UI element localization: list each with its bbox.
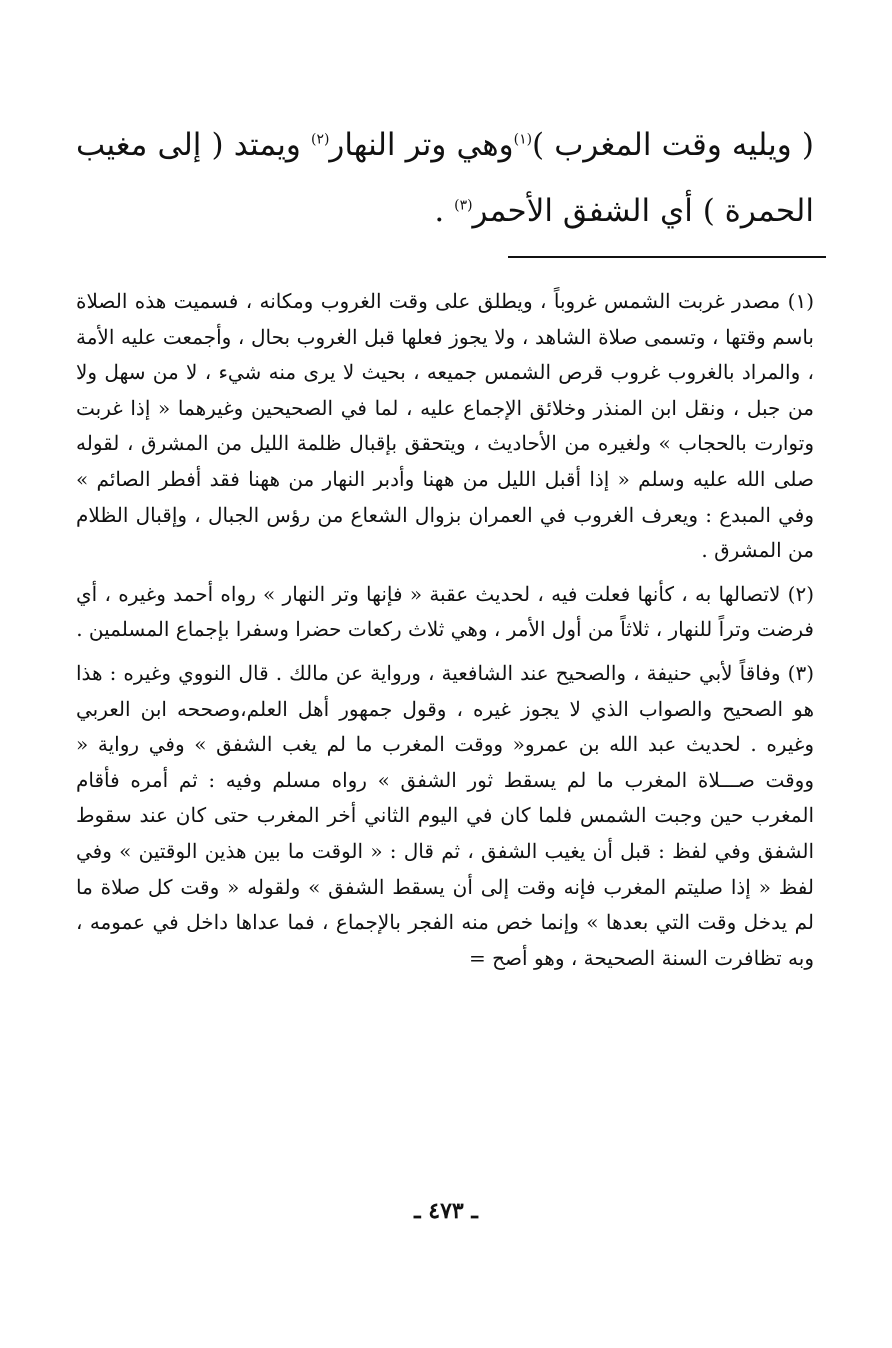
footnote-ref-2: (٢): [310, 131, 330, 148]
main-text: [76, 112, 814, 244]
footnotes-section: [76, 284, 814, 984]
main-text-segment: .: [434, 193, 455, 229]
footnote-2: (٢) لاتصالها به ، كأنها فعلت فيه ، لحديث عقبة « فإنها وتر النهار » رواه أحمد وغيره ، أي فرضت وتراً للنهار ، ثلاثاً من أول الأمر ، وهي ثلاث ركعات حضرا وسفرا بإجماع المسلمين .: [76, 581, 814, 642]
footnote-divider: [508, 256, 826, 258]
main-text-segment: وهي وتر النهار: [329, 127, 514, 163]
page-number: ـ ٤٧٣ ـ: [414, 1198, 478, 1224]
main-text-segment: ( ويليه وقت المغرب ): [532, 127, 814, 163]
footnote-1: (١) مصدر غربت الشمس غروباً ، ويطلق على وقت الغروب ومكانه ، فسميت هذه الصلاة باسم وقتها ، وتسمى صلاة الشاهد ، ولا يجوز فعلها قبل الغروب بحال ، وأجمعت عليه الأمة ، والمراد بالغروب غروب قرص الشمس جميعه ، بحيث لا يرى منه شيء ، لا من سهل ولا من جبل ، ونقل ابن المنذر وخلائق الإجماع عليه ، لما في الصحيحين وغيرهما « إذا غربت وتوارت بالحجاب » ولغيره من الأحاديث ، ويتحقق بإقبال ظلمة الليل من المشرق ، لقوله صلى الله عليه وسلم « إذا أقبل الليل من ههنا وأدبر النهار من ههنا فقد أفطر الصائم » وفي المبدع : ويعرف الغروب في العمران بزوال الشعاع من رؤس الجبال ، وإقبال الظلام من المشرق .: [76, 289, 814, 563]
footnote-ref-3: (٣): [454, 197, 473, 214]
main-text-segment: ويمتد ( إلى مغيب الحمرة ) أي الشفق الأحمر: [76, 127, 814, 229]
footnote-3: (٣) وفاقاً لأبي حنيفة ، والصحيح عند الشافعية ، ورواية عن مالك . قال النووي وغيره : هذا هو الصحيح والصواب الذي لا يجوز غيره ، وقول جمهور أهل العلم،وصححه ابن العربي وغيره . لحديث عبد الله بن عمرو« ووقت المغرب ما لم يغب الشفق » وفي رواية « ووقت صـــلاة المغرب ما لم يسقط ثور الشفق » رواه مسلم وفيه : ثم أمره فأقام المغرب حين وجبت الشمس فلما كان في اليوم الثاني أخر المغرب حتى كان عند سقوط الشفق وفي لفظ : قبل أن يغيب الشفق ، ثم قال : « الوقت ما بين هذين الوقتين » وفي لفظ « إذا صليتم المغرب فإنه وقت إلى أن يسقط الشفق » ولقوله « وقت كل صلاة ما لم يدخل وقت التي بعدها » وإنما خص منه الفجر بالإجماع ، فما عداها داخل في عمومه ، وبه تظافرت السنة الصحيحة ، وهو أصح =: [76, 660, 815, 970]
footnote-ref-1: (١): [513, 131, 533, 148]
